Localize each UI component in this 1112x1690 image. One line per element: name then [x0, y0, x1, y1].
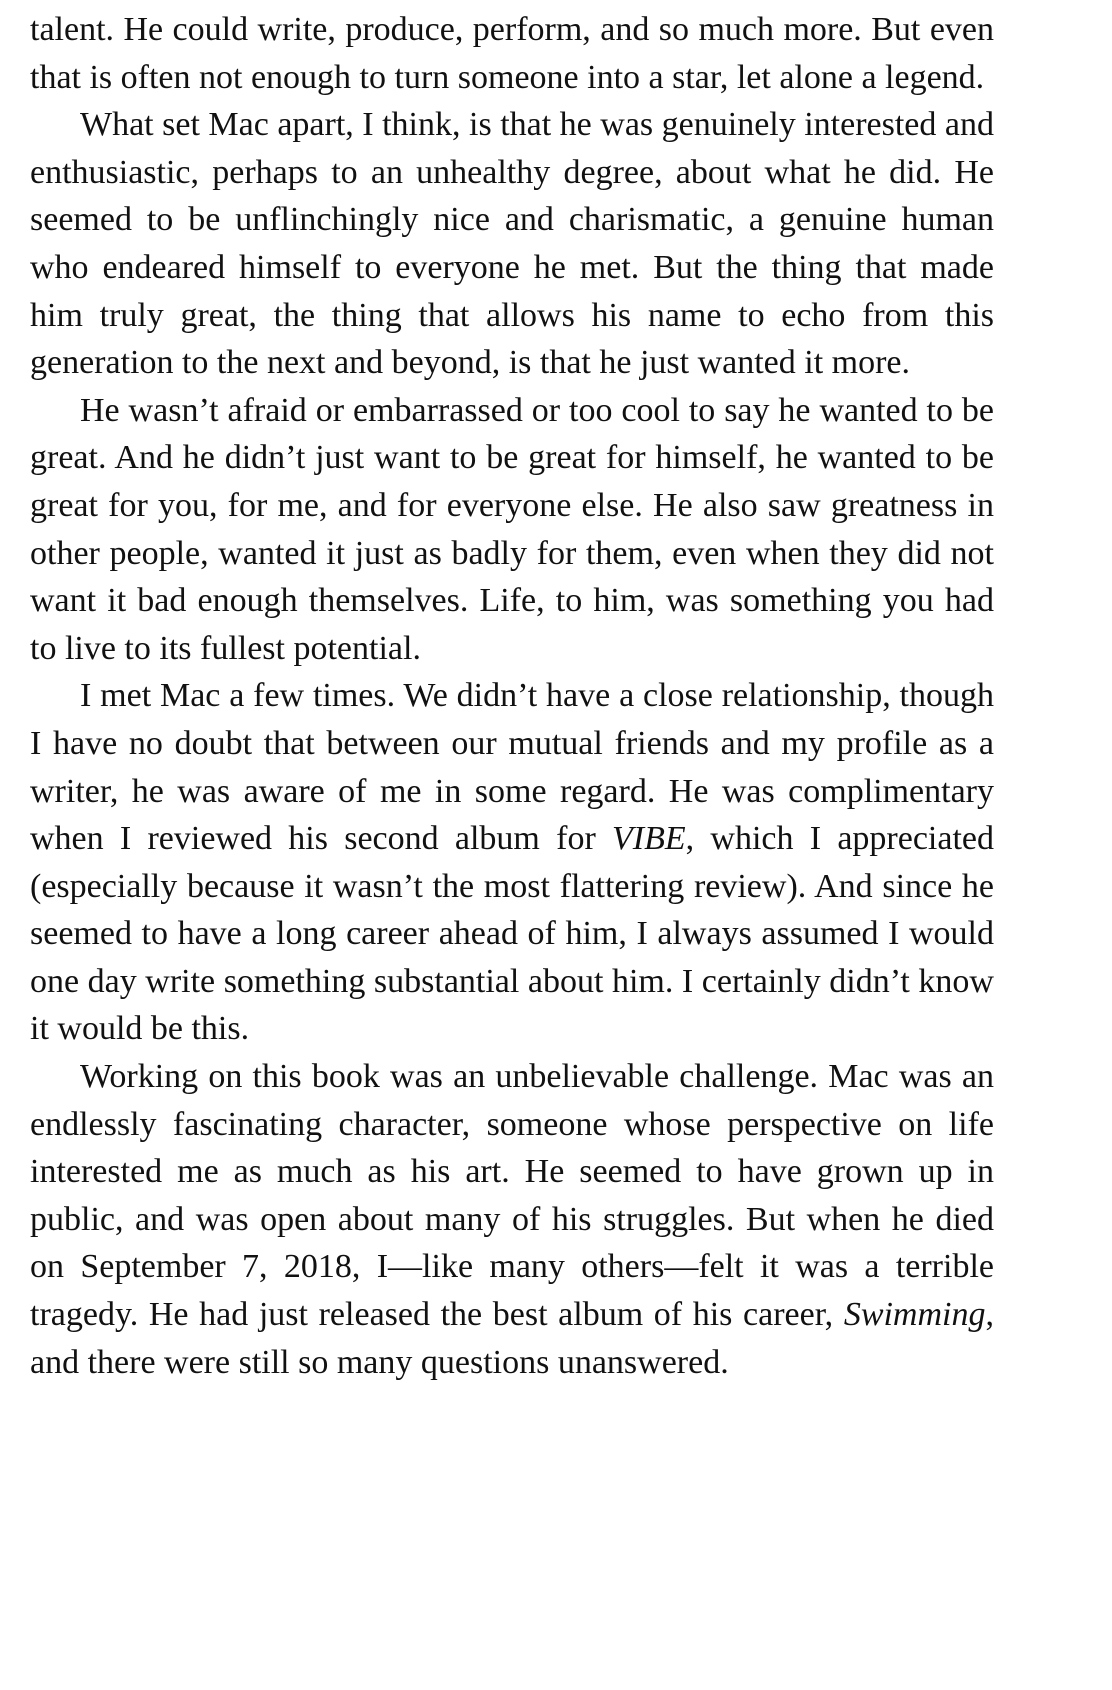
paragraph-5-text-a: Working on this book was an unbelievable challenge. Mac was an endlessly fascinating character, someone whose perspective on life interested me as much as his art. He seemed to have grown up in public, and was open about many of his struggles. But when he died on September 7, 2018, I—like many others—felt it was a terrible tragedy. He had just released the best album of his career,: [30, 1058, 994, 1334]
paragraph-3-text: He wasn’t afraid or embarrassed or too cool to say he wanted to be great. And he didn’t just want to be great for himself, he wanted to be great for you, for me, and for everyone else. He also saw greatness in other people, wanted it just as badly for them, even when they did not want it bad enough themselves. Life, to him, was something you had to live to its fullest potential.: [30, 391, 994, 667]
magazine-title-vibe: VIBE: [612, 820, 686, 858]
paragraph-2-text: What set Mac apart, I think, is that he was genuinely interested and enthusiastic, perhaps to an unhealthy degree, about what he did. He seemed to be unflinchingly nice and charismatic, a genuine human who endeared himself to everyone he met. But the thing that made him truly great, the thing that allows his name to echo from this generation to the next and beyond, is that he just wanted it more.: [30, 106, 994, 382]
paragraph-3: [30, 387, 994, 673]
paragraph-5: [30, 1053, 994, 1386]
paragraph-4-text-b: , which I appreciated (especially because it wasn’t the most flattering review). And since he seemed to have a long career ahead of him, I always assumed I would one day write something substantial about him. I certainly didn’t know it would be this.: [30, 820, 994, 1048]
paragraph-1: [30, 6, 994, 101]
album-title-swimming: Swimming: [843, 1296, 986, 1334]
paragraph-5-text-b: , and there were still so many questions unanswered.: [30, 1296, 994, 1381]
paragraph-4-text-a: I met Mac a few times. We didn’t have a close relationship, though I have no doubt that between our mutual friends and my profile as a writer, he was aware of me in some regard. He was complimentary when I reviewed his second album for: [30, 677, 994, 858]
paragraph-1-text: talent. He could write, produce, perform, and so much more. But even that is often not enough to turn someone into a star, let alone a legend.: [30, 11, 994, 96]
paragraph-2: [30, 101, 994, 387]
page-body-text: [30, 6, 994, 1386]
paragraph-4: [30, 672, 994, 1053]
